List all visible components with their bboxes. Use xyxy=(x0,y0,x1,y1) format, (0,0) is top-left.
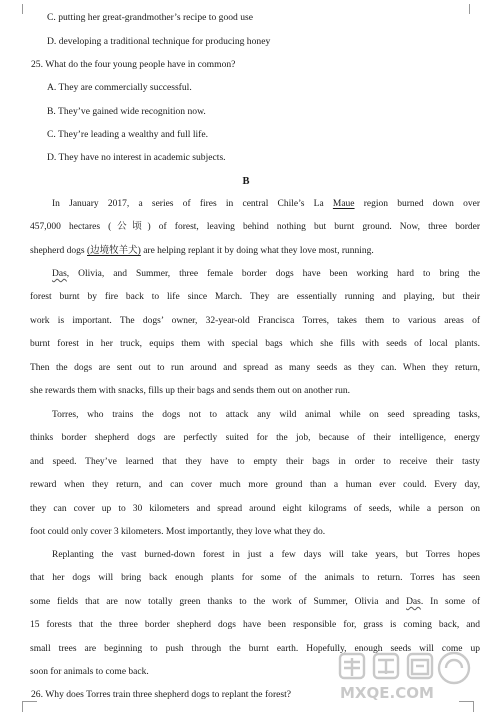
question-25-stem: 25. What do the four young people have in common? xyxy=(31,59,236,70)
crop-mark-top-left xyxy=(22,4,33,14)
passage-line: foot could only cover 3 kilometers. Most importantly, they love what they do. xyxy=(30,526,326,537)
passage-line: she rewards them with snacks, fills up their bags and sends them out on another run. xyxy=(30,385,351,396)
passage-line: 15 forests that the three border shepherd dogs have been responsible for, grass is coming back, and xyxy=(30,620,480,631)
passage-text-wavy: Das xyxy=(52,269,67,279)
passage-text: . In some of xyxy=(420,596,480,607)
passage-text-underlined: Maue xyxy=(332,199,355,209)
passage-text-wavy: Das xyxy=(406,596,421,607)
question-25-option-c: C. They’re leading a wealthy and full life. xyxy=(47,129,208,140)
passage-line xyxy=(30,193,480,216)
passage-line: forest burnt by fire back to life since March. They are essentially running and playing, but their xyxy=(30,292,480,303)
passage-paragraph-3 xyxy=(30,404,480,544)
passage-line: and speed. They’ve learned that they have to empty their bags in order to receive their tasty xyxy=(30,456,480,467)
passage-line: burnt forest in her truck, equips them with special bags which she fills with seeds of local plants. xyxy=(30,339,480,350)
passage-line xyxy=(30,263,480,286)
question-25-option-b: B. They’ve gained wide recognition now. xyxy=(47,106,206,117)
passage-paragraph-1 xyxy=(30,193,480,263)
passage-line: reward when they return, and can cover much more ground than a human ever could. Every day, xyxy=(30,480,480,491)
passage-line: 457,000 hectares (公顷) of forest, leaving behind nothing but burnt ground. Now, three border xyxy=(30,222,480,233)
section-title: B xyxy=(242,176,250,187)
passage-line: small trees are beginning to push through the burnt earth. Hopefully, enough seeds will come up xyxy=(30,643,480,654)
passage-line: Torres, who trains the dogs not to attack any wild animal while on seed spreading tasks, xyxy=(52,410,480,420)
passage-text: , Olivia, and Summer, three female border dogs have been working hard to bring the xyxy=(66,269,480,279)
passage-text-underlined: (边境牧羊犬) xyxy=(87,245,141,256)
crop-mark-bottom-left xyxy=(22,701,37,712)
passage-text: some fields that are now totally green thanks to the work of Summer, Olivia and xyxy=(30,596,407,607)
watermark-logo-icon xyxy=(334,646,484,708)
passage-text: shepherd dogs xyxy=(30,245,87,256)
passage-text: are helping replant it by doing what they love most, running. xyxy=(140,245,374,256)
passage-line: they can cover up to 30 kilometers and spread around eight kilograms of seeds, while a person on xyxy=(30,503,480,514)
passage-text: region burned down over xyxy=(354,199,480,209)
passage-line: that her dogs will bring back enough plants for some of the animals to return. Torres has seen xyxy=(30,573,480,584)
passage-line xyxy=(30,240,480,263)
question-26-stem: 26. Why does Torres train three shepherd dogs to replant the forest? xyxy=(31,689,292,700)
passage-line: soon for animals to come back. xyxy=(30,666,149,677)
watermark-logo xyxy=(334,646,484,708)
passage-line: thinks border shepherd dogs are perfectly suited for the job, because of their intelligence, energy xyxy=(30,433,480,444)
passage-line: Then the dogs are sent out to run around and spread as many seeds as they can. When they return, xyxy=(30,362,480,373)
passage-paragraph-2 xyxy=(30,263,480,403)
passage-line: Replanting the vast burned-down forest in just a few days will take years, but Torres hopes xyxy=(52,550,480,560)
question-25-option-d: D. They have no interest in academic subjects. xyxy=(47,152,226,163)
passage-line: work is important. The dogs’ owner, 32-year-old Francisca Torres, takes them to various areas of xyxy=(30,315,480,326)
option-c-prev: C. putting her great-grandmother’s recipe to good use xyxy=(47,12,254,23)
passage-line xyxy=(30,591,480,614)
question-25-option-a: A. They are commercially successful. xyxy=(47,82,192,93)
option-d-prev: D. developing a traditional technique for producing honey xyxy=(47,36,271,47)
passage-text: In January 2017, a series of fires in central Chile’s La xyxy=(52,199,333,209)
watermark-text: MXQE.COM xyxy=(340,684,434,702)
